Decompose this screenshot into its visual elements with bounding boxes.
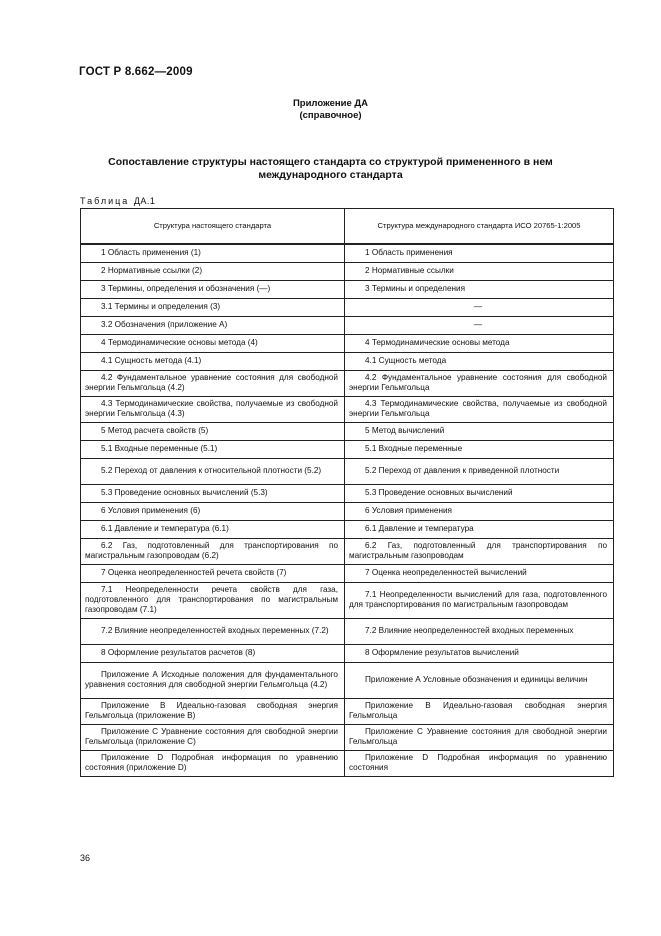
table-row [81,698,614,724]
cell-international-standard: 2 Нормативные ссылки [345,262,614,280]
cell-international-standard: Приложение D Подробная информация по уравнению состояния [345,750,614,776]
table-row [81,298,614,316]
cell-current-standard: 6 Условия применения (6) [81,502,345,520]
cell-current-standard: 1 Область применения (1) [81,244,345,262]
table-row [81,352,614,370]
cell-international-standard: 4.1 Сущность метода [345,352,614,370]
cell-current-standard: 4.1 Сущность метода (4.1) [81,352,345,370]
cell-current-standard: 5.1 Входные переменные (5.1) [81,440,345,458]
cell-international-standard: Приложение В Идеально-газовая свободная энергия Гельмгольца [345,698,614,724]
cell-current-standard: Приложение В Идеально-газовая свободная энергия Гельмгольца (приложение В) [81,698,345,724]
table-row [81,440,614,458]
table-row [81,724,614,750]
cell-current-standard: 7 Оценка неопределенностей речета свойств (7) [81,564,345,582]
document-title-line-1: Сопоставление структуры настоящего стандарта со структурой примененного в нем [108,156,553,168]
cell-current-standard: 3.1 Термины и определения (3) [81,298,345,316]
table-body [81,244,614,776]
cell-international-standard: — [345,298,614,316]
cell-international-standard: Приложение А Условные обозначения и единицы величин [345,662,614,698]
table-row [81,458,614,484]
table-row [81,564,614,582]
document-title-line-2: международного стандарта [258,169,403,181]
cell-current-standard: 3.2 Обозначения (приложение А) [81,316,345,334]
table-row [81,316,614,334]
cell-international-standard: 6.1 Давление и температура [345,520,614,538]
cell-international-standard: 1 Область применения [345,244,614,262]
cell-current-standard: 5.2 Переход от давления к относительной плотности (5.2) [81,458,345,484]
cell-international-standard: 7 Оценка неопределенностей вычислений [345,564,614,582]
annex-heading [0,98,661,122]
cell-international-standard: 5 Метод вычислений [345,422,614,440]
table-row [81,280,614,298]
document-title [100,156,561,182]
cell-international-standard: 4.2 Фундаментальное уравнение состояния для свободной энергии Гельмгольца [345,370,614,396]
table-row [81,662,614,698]
table-row [81,244,614,262]
cell-international-standard: 6 Условия применения [345,502,614,520]
cell-international-standard: 4 Термодинамические основы метода [345,334,614,352]
document-code: ГОСТ Р 8.662—2009 [79,66,193,78]
table-row [81,502,614,520]
cell-current-standard: Приложение А Исходные положения для фундаментального уравнения состояния для свободной энергии Гельмгольца (4.2) [81,662,345,698]
cell-current-standard: 6.2 Газ, подготовленный для транспортирования по магистральным газопроводам (6.2) [81,538,345,564]
cell-current-standard: 6.1 Давление и температура (6.1) [81,520,345,538]
table-row [81,582,614,618]
annex-title: Приложение ДА [292,98,369,109]
cell-current-standard: 3 Термины, определения и обозначения (—) [81,280,345,298]
cell-international-standard: 5.2 Переход от давления к приведенной плотности [345,458,614,484]
cell-international-standard: 6.2 Газ, подготовленный для транспортирования по магистральным газопроводам [345,538,614,564]
cell-current-standard: 4.3 Термодинамические свойства, получаемые из свободной энергии Гельмгольца (4.3) [81,396,345,422]
cell-current-standard: 7.2 Влияние неопределенностей входных переменных (7.2) [81,618,345,644]
table-row [81,370,614,396]
cell-international-standard: — [345,316,614,334]
structure-comparison-table [80,208,614,777]
table-header-row [81,209,614,245]
cell-current-standard: 4.2 Фундаментальное уравнение состояния для свободной энергии Гельмгольца (4.2) [81,370,345,396]
table-caption [80,196,155,206]
table-row [81,644,614,662]
table-row [81,750,614,776]
cell-international-standard: 5.1 Входные переменные [345,440,614,458]
header-international-standard: Структура международного стандарта ИСО 20765-1:2005 [345,209,614,245]
cell-current-standard: 5.3 Проведение основных вычислений (5.3) [81,484,345,502]
cell-international-standard: Приложение С Уравнение состояния для свободной энергии Гельмгольца [345,724,614,750]
table-row [81,538,614,564]
cell-international-standard: 5.3 Проведение основных вычислений [345,484,614,502]
header-current-standard: Структура настоящего стандарта [81,209,345,245]
table-row [81,484,614,502]
cell-international-standard: 4.3 Термодинамические свойства, получаемые из свободной энергии Гельмгольца [345,396,614,422]
cell-current-standard: 8 Оформление результатов расчетов (8) [81,644,345,662]
table-row [81,396,614,422]
table-row [81,618,614,644]
table-row [81,262,614,280]
annex-subtitle: (справочное) [299,110,362,121]
cell-current-standard: 2 Нормативные ссылки (2) [81,262,345,280]
table-caption-word: Таблица [80,196,130,206]
cell-international-standard: 8 Оформление результатов вычислений [345,644,614,662]
cell-current-standard: Приложение D Подробная информация по уравнению состояния (приложение D) [81,750,345,776]
table-row [81,422,614,440]
cell-current-standard: 5 Метод расчета свойств (5) [81,422,345,440]
table-caption-number: ДА.1 [133,196,156,206]
cell-international-standard: 7.2 Влияние неопределенностей входных переменных [345,618,614,644]
cell-current-standard: 4 Термодинамические основы метода (4) [81,334,345,352]
cell-current-standard: Приложение С Уравнение состояния для свободной энергии Гельмгольца (приложение С) [81,724,345,750]
page-number: 36 [80,853,91,863]
cell-international-standard: 3 Термины и определения [345,280,614,298]
cell-current-standard: 7.1 Неопределенности речета свойств для газа, подготовленного для транспортирования по магистральным газопроводам (7.1) [81,582,345,618]
table-row [81,520,614,538]
cell-international-standard: 7.1 Неопределенности вычислений для газа, подготовленного для транспортирования по магистральным газопроводам [345,582,614,618]
table-row [81,334,614,352]
